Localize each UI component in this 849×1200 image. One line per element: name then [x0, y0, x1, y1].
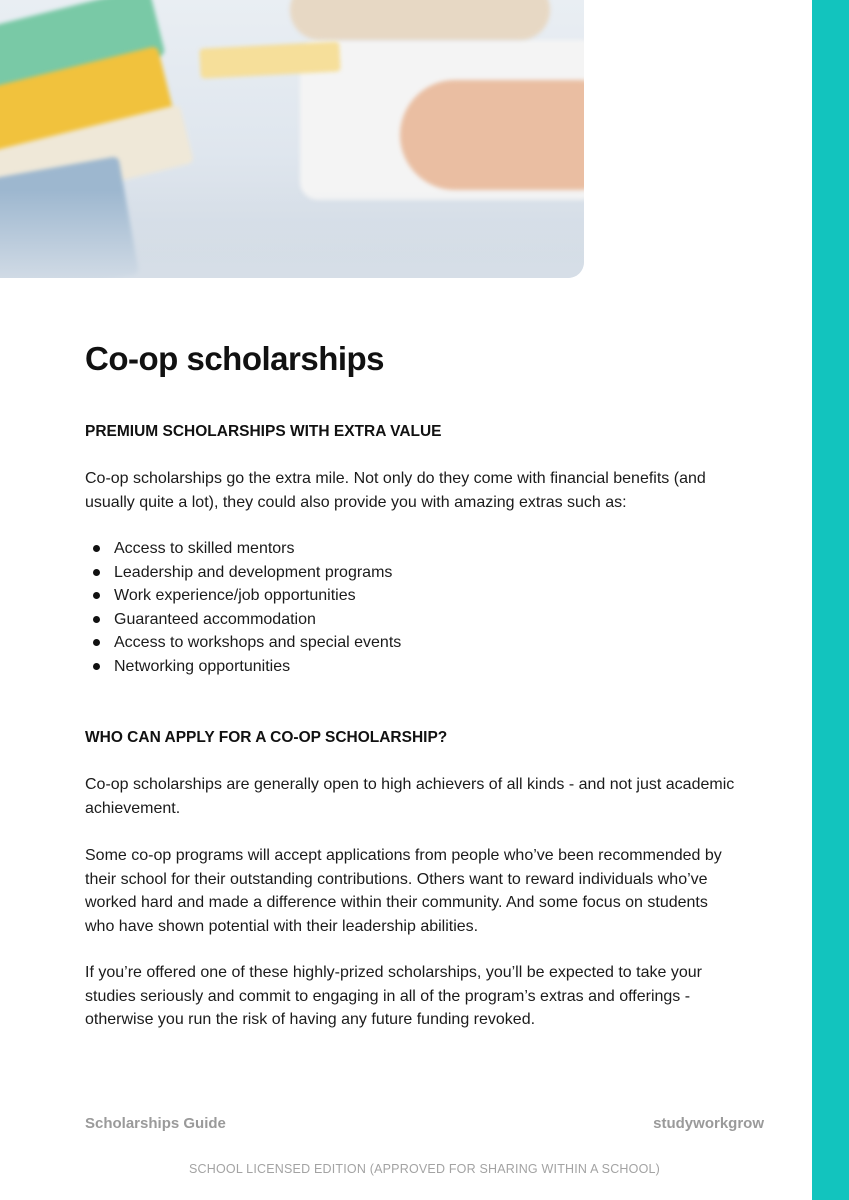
license-notice: SCHOOL LICENSED EDITION (APPROVED FOR SHARING WITHIN A SCHOOL) [188, 1162, 661, 1176]
accent-stripe [812, 0, 849, 1200]
bullet-icon [93, 569, 100, 576]
programs-paragraph: Some co-op programs will accept applications from people who’ve been recommended by their school for their outstanding contributions. Others want to reward individuals who’ve worked hard and made a difference within their community. And some focus on students who have shown potential with their leadership abilities. [85, 847, 722, 935]
footer-guide-title: Scholarships Guide [85, 1115, 226, 1132]
bullet-icon [93, 616, 100, 623]
hero-photo [0, 0, 584, 278]
footer-brand: studyworkgrow [653, 1115, 764, 1132]
bullet-icon [93, 639, 100, 646]
list-item: Access to skilled mentors [85, 537, 401, 561]
bullet-icon [93, 592, 100, 599]
list-item: Leadership and development programs [85, 561, 401, 585]
extras-list [85, 537, 401, 678]
section-heading-premium: PREMIUM SCHOLARSHIPS WITH EXTRA VALUE [85, 423, 442, 440]
section-heading-who-can-apply: WHO CAN APPLY FOR A CO-OP SCHOLARSHIP? [85, 729, 448, 746]
page-title: Co-op scholarships [85, 340, 385, 377]
open-book-shape [290, 0, 550, 40]
expectations-paragraph: If you’re offered one of these highly-prized scholarships, you’ll be expected to take your studies seriously and commit to engaging in all of the program’s extras and offerings - otherwise you run the risk of having any future funding revoked. [85, 964, 702, 1028]
bullet-icon [93, 545, 100, 552]
intro-paragraph: Co-op scholarships go the extra mile. Not only do they come with financial benefits (and usually quite a lot), they could also provide you with amazing extras such as: [85, 470, 706, 511]
bullet-icon [93, 663, 100, 670]
list-item: Work experience/job opportunities [85, 584, 401, 608]
list-item: Networking opportunities [85, 655, 401, 679]
list-item: Access to workshops and special events [85, 631, 401, 655]
hand-shape [400, 80, 584, 190]
desk-surface [0, 190, 584, 278]
eligibility-paragraph: Co-op scholarships are generally open to high achievers of all kinds - and not just academic achievement. [85, 776, 735, 817]
list-item: Guaranteed accommodation [85, 608, 401, 632]
